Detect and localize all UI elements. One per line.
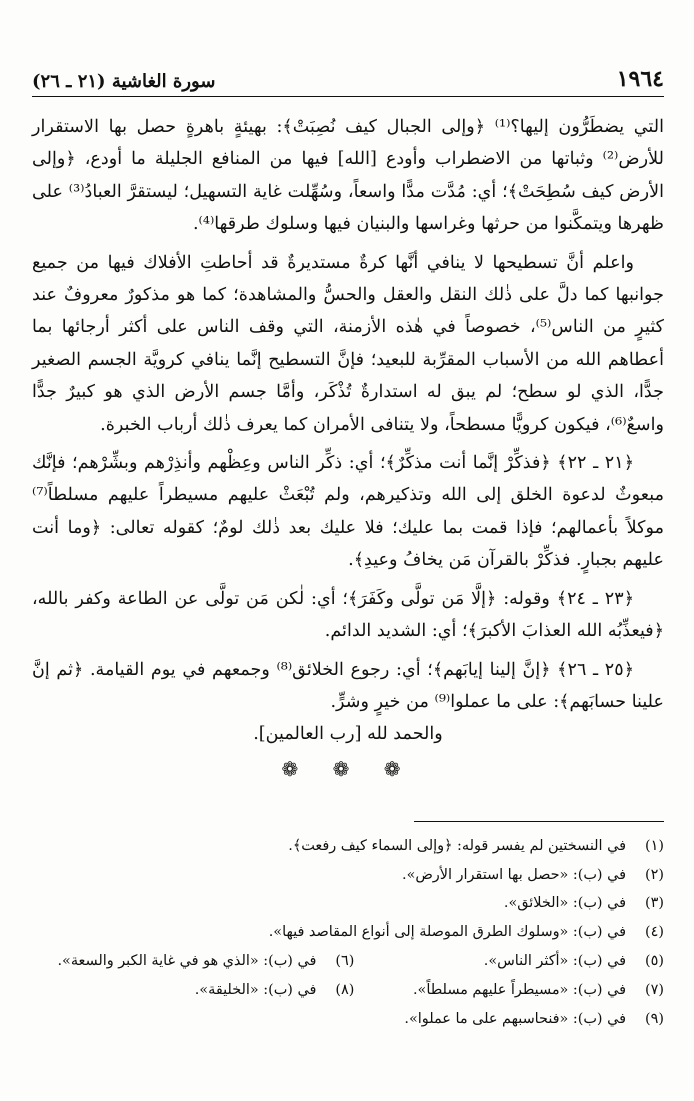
footnote xyxy=(32,861,664,890)
footnote xyxy=(354,976,664,1005)
closing-praise: والحمد لله [رب العالمين]. xyxy=(253,724,443,745)
footnote-text: في (ب): «الذي هو في غاية الكبر والسعة». xyxy=(57,952,317,969)
page-number: ١٩٦٤ xyxy=(616,66,664,92)
footnote-text: في (ب): «أكثر الناس». xyxy=(483,952,626,969)
paragraph: واعلم أنَّ تسطيحها لا ينافي أنَّها كرةٌ مستديرةٌ قد أحاطتِ الأفلاك فيها من جميع جوانبها كما دلَّ على ذٰلك النقل والعقل والحسُّ والمشاهدة؛ كما هو مذكورٌ معروفٌ عند كثيرٍ من الناس⁽⁵⁾، خصوصاً في هٰذه الأزمنة، التي وقف الناس على أكثر أرجائها بما أعطاهم الله من الأسباب المقرِّبة للبعيد؛ فإنَّ التسطيح إنَّما ينافي كرويَّة الجسم الصغير جدًّا، الذي لو سطح؛ لم يبق له استدارةٌ تُذْكَر، وأمَّا جسم الأرض الذي هو كبيرٌ جدًّا واسعٌ⁽⁶⁾، فيكون كرويًّا مسطحاً، ولا يتنافى الأمران كما يعرف ذٰلك أرباب الخبرة. xyxy=(32,252,665,435)
footnote xyxy=(32,832,664,861)
header-rule xyxy=(32,96,664,97)
footnote-row xyxy=(32,947,664,976)
footnote-text: في (ب): «الخليقة». xyxy=(194,981,317,998)
footnote-number: (٩) xyxy=(645,1010,664,1027)
footnote-text: في (ب): «الخلائق». xyxy=(503,895,626,912)
footnote-number: (١) xyxy=(645,837,664,854)
footnote xyxy=(32,918,664,947)
footnotes xyxy=(32,832,664,1034)
section-end-ornament: ❁ ❁ ❁ xyxy=(281,756,415,781)
footnote-text: في (ب): «حصل بها استقرار الأرض». xyxy=(402,866,626,883)
running-title: سورة الغاشية (٢١ ـ ٢٦) xyxy=(32,71,216,92)
paragraph: ﴿٢٣ ـ ٢٤﴾ وقوله: ﴿إلَّا مَن تولَّى وكَفَرَ﴾؛ أي: لٰكن مَن تولَّى عن الطاعة وكفر بالله، ﴿فيعذِّبُه الله العذابَ الأكبرَ﴾؛ أي: الشديد الدائم. xyxy=(32,588,664,642)
footnote xyxy=(38,947,354,976)
footnote-number: (٣) xyxy=(645,895,664,912)
footnote-rule xyxy=(414,821,664,822)
paragraph: ﴿٢٥ ـ ٢٦﴾ ﴿إنَّ إلينا إيابَهم﴾؛ أي: رجوع الخلائق⁽⁸⁾ وجمعهم في يوم القيامة. ﴿ثم إنَّ علينا حسابَهم﴾: على ما عملوا⁽⁹⁾ من خيرٍ وشرٍّ. xyxy=(32,659,664,712)
main-text xyxy=(32,111,664,751)
footnote-number: (٦) xyxy=(335,952,355,969)
paragraph: ﴿٢١ ـ ٢٢﴾ ﴿فذكِّرْ إنَّما أنت مذكِّرٌ﴾؛ أي: ذكِّر الناس وعِظْهم وأنذِرْهم وبشِّرْهم؛ فإنَّك مبعوثٌ لدعوة الخلق إلى الله وتذكيرهم، ولم تُبْعَثْ عليهم مسيطراً عليهم مسلطاً⁽⁷⁾ موكلاً بأعمالهم؛ فإذا قمت بما عليك؛ فلا عليك بعد ذٰلك لومٌ؛ كقوله تعالى: ﴿وما أنت عليهم بجبارٍ. فذكِّرْ بالقرآن مَن يخافُ وعيدِ﴾. xyxy=(32,453,664,571)
footnote xyxy=(32,1005,664,1034)
footnote-text: في النسختين لم يفسر قوله: ﴿وإلى السماء كيف رفعت﴾. xyxy=(288,837,626,854)
page-header xyxy=(32,66,664,92)
footnote-number: (٧) xyxy=(645,981,664,998)
footnote-number: (٤) xyxy=(645,924,664,941)
footnote-number: (٨) xyxy=(335,981,355,998)
footnote-row xyxy=(32,976,664,1005)
footnote-number: (٥) xyxy=(645,952,664,969)
footnote xyxy=(38,976,354,1005)
footnote-text: في (ب): «مسيطراً عليهم مسلطاً». xyxy=(412,981,626,998)
footnote xyxy=(32,889,664,918)
footnote-number: (٢) xyxy=(645,866,664,883)
book-page xyxy=(32,66,664,1033)
footnote xyxy=(354,947,664,976)
footnote-text: في (ب): «فنحاسبهم على ما عملوا». xyxy=(404,1010,626,1027)
footnote-text: في (ب): «وسلوك الطرق الموصلة إلى أنواع المقاصد فيها». xyxy=(268,924,626,941)
paragraph: التي يضطَرُّون إليها؟⁽¹⁾ ﴿وإلى الجبال كيف نُصِبَتْ﴾: بهيئةٍ باهرةٍ حصل بها الاستقرار للأرض⁽²⁾ وثباتها من الاضطراب وأودع [الله] فيها من المنافع الجليلة ما أودع، ﴿وإلى الأرض كيف سُطِحَتْ﴾؛ أي: مُدَّت مدًّا واسعاً، وسُهِّلت غاية التسهيل؛ ليستقرَّ العبادُ⁽³⁾ على ظهرها ويتمكَّنوا من حرثها وغراسها والبنيان فيها وسلوك طرقها⁽⁴⁾. xyxy=(32,117,664,235)
